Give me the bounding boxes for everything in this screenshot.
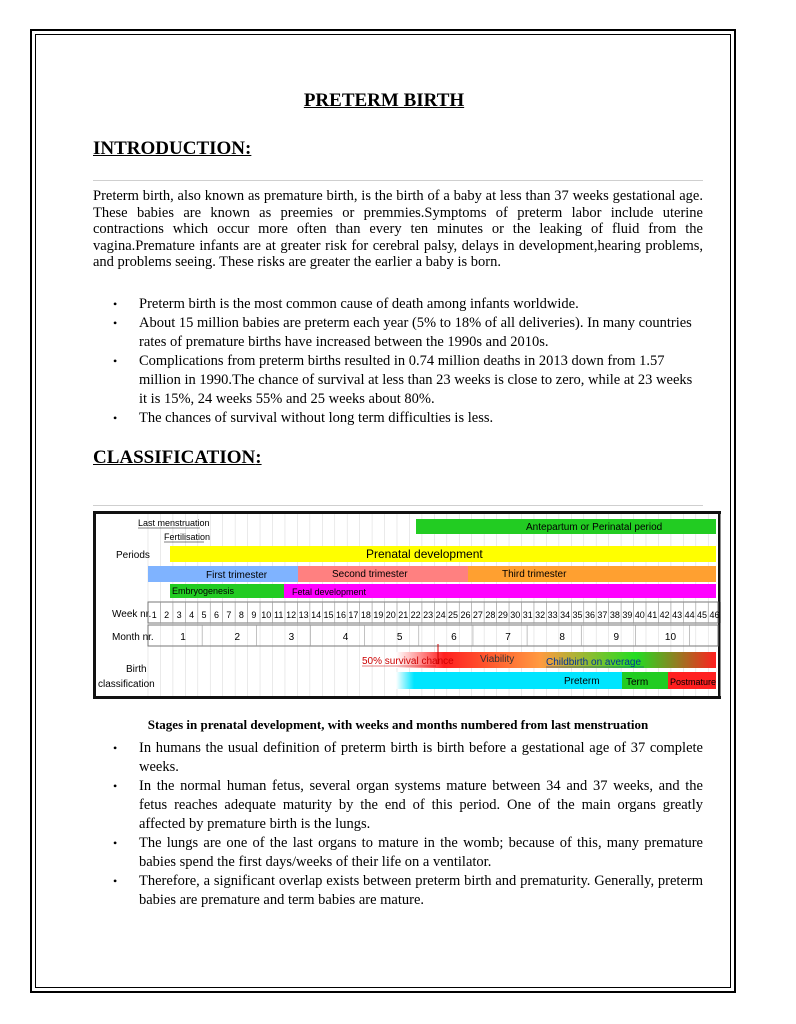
- childbirth-on-average-label: Childbirth on average: [546, 657, 642, 668]
- week-number: 17: [348, 610, 359, 620]
- last-menstruation-label: Last menstruation: [138, 518, 210, 528]
- week-number: 23: [423, 610, 434, 620]
- week-number: 41: [647, 610, 658, 620]
- month-number: 5: [396, 632, 403, 643]
- week-number: 24: [435, 610, 446, 620]
- week-number: 19: [373, 610, 384, 620]
- embryogenesis-label: Embryogenesis: [172, 586, 235, 596]
- week-number: 27: [472, 610, 483, 620]
- list-item-text: About 15 million babies are preterm each year (5% to 18% of all deliveries). In many countries rates of premature births have increased between the 1990s and 2010s.: [139, 315, 692, 350]
- list-item: • The chances of survival without long term difficulties is less.: [113, 410, 494, 426]
- week-number: 28: [485, 610, 496, 620]
- list-item-text: Complications from preterm births resulted in 0.74 million deaths in 2013 down from 1.57 million in 1990.The chance of survival at less than 23 weeks is close to zero, while at 23 weeks it is 15%, 24 weeks 55% and 25 weeks about 80%.: [139, 353, 693, 407]
- periods-label: Periods: [116, 550, 150, 561]
- week-number: 30: [510, 610, 521, 620]
- month-number: 9: [613, 632, 620, 643]
- list-item: • In the normal human fetus, several organ systems mature between 34 and 37 weeks, and the fetus reaches adequate maturity by the end of this period. One of the main organs greatly affected by premature birth is the lungs.: [113, 778, 703, 832]
- week-number: 1: [151, 610, 157, 620]
- week-number: 3: [176, 610, 182, 620]
- document-title: PRETERM BIRTH: [303, 90, 465, 111]
- week-number: 31: [522, 610, 533, 620]
- list-item: • Preterm birth is the most common cause of death among infants worldwide.: [113, 296, 579, 312]
- week-number: 10: [261, 610, 272, 620]
- week-number: 2: [164, 610, 170, 620]
- classification-heading: [93, 447, 262, 469]
- viability-label: Viability: [480, 654, 515, 665]
- antepartum-label: Antepartum or Perinatal period: [526, 522, 663, 533]
- week-nr-label: Week nr.: [112, 609, 152, 620]
- week-number: 26: [460, 610, 471, 620]
- introduction-bullet-list: [93, 295, 703, 428]
- week-number: 43: [672, 610, 683, 620]
- month-number: 6: [451, 632, 457, 643]
- second-trimester-label: Second trimester: [332, 569, 408, 580]
- list-item: • Complications from preterm births resulted in 0.74 million deaths in 2013 down from 1.57 million in 1990.The chance of survival at less than 23 weeks is close to zero, while at 23 weeks it is 15%, 24 weeks 55% and 25 weeks about 80%.: [113, 353, 693, 407]
- month-number: 10: [664, 632, 677, 643]
- term-label: Term: [626, 677, 649, 688]
- month-nr-label: Month nr.: [112, 632, 154, 643]
- week-number: 5: [201, 610, 207, 620]
- birth-label: Birth: [126, 664, 147, 675]
- fetal-development-label: Fetal development: [292, 587, 367, 597]
- week-number: 22: [410, 610, 421, 620]
- week-number: 25: [448, 610, 459, 620]
- preterm-label: Preterm: [564, 676, 600, 687]
- classification-heading-colon: :: [255, 447, 262, 468]
- survival-chance-label: 50% survival chance: [362, 656, 454, 667]
- week-number: 7: [226, 610, 232, 620]
- first-trimester-label: First trimester: [206, 570, 268, 581]
- week-number: 20: [385, 610, 396, 620]
- week-number: 38: [609, 610, 620, 620]
- prenatal-label: Prenatal development: [366, 547, 483, 561]
- list-item: • About 15 million babies are preterm each year (5% to 18% of all deliveries). In many countries rates of premature births have increased between the 1990s and 2010s.: [113, 315, 692, 350]
- fertilisation-label: Fertilisation: [164, 532, 211, 542]
- introduction-heading: INTRODUCTION:: [93, 138, 252, 159]
- list-item: • In humans the usual definition of preterm birth is birth before a gestational age of 37 complete weeks.: [113, 740, 703, 775]
- month-number: 1: [180, 632, 186, 643]
- week-number: 46: [709, 610, 720, 620]
- week-number: 21: [398, 610, 409, 620]
- list-item: • Therefore, a significant overlap exists between preterm birth and prematurity. Generally, preterm babies are premature and term babies are mature.: [113, 873, 703, 908]
- third-trimester-label: Third trimester: [502, 569, 567, 580]
- month-number: 8: [559, 632, 565, 643]
- week-number: 45: [697, 610, 708, 620]
- week-number: 15: [323, 610, 334, 620]
- figure-caption: Stages in prenatal development, with weeks and months numbered from last menstruation: [147, 717, 649, 732]
- list-item: • The lungs are one of the last organs to mature in the womb; because of this, many premature babies spend the first days/weeks of their life on a ventilator.: [113, 835, 703, 870]
- month-number: 3: [288, 632, 295, 643]
- week-number: 29: [497, 610, 508, 620]
- list-item-text: The chances of survival without long term difficulties is less.: [139, 410, 494, 426]
- week-number: 42: [659, 610, 670, 620]
- week-number: 35: [572, 610, 583, 620]
- week-number: 13: [298, 610, 309, 620]
- week-number: 37: [597, 610, 608, 620]
- list-item-text: The lungs are one of the last organs to mature in the womb; because of this, many premature babies spend the first days/weeks of their life on a ventilator.: [139, 835, 703, 870]
- classification-bullet-list: [93, 739, 703, 910]
- week-number: 12: [286, 610, 297, 620]
- month-number: 4: [342, 632, 349, 643]
- week-number: 40: [634, 610, 645, 620]
- week-number: 16: [335, 610, 346, 620]
- week-number: 11: [274, 610, 284, 620]
- list-item-text: Preterm birth is the most common cause of death among infants worldwide.: [139, 296, 579, 312]
- week-number: 8: [238, 610, 244, 620]
- week-number: 39: [622, 610, 633, 620]
- week-number: 14: [311, 610, 322, 620]
- list-item-text: Therefore, a significant overlap exists between preterm birth and prematurity. Generally, preterm babies are premature and term babies are mature.: [139, 873, 703, 908]
- week-number: 33: [547, 610, 558, 620]
- birth-classification-label: classification: [98, 679, 155, 690]
- list-item-text: In humans the usual definition of preterm birth is birth before a gestational age of 37 complete weeks.: [139, 740, 703, 775]
- prenatal-development-svg: [96, 514, 718, 696]
- postmature-label: Postmature: [670, 677, 717, 687]
- week-number: 36: [584, 610, 595, 620]
- list-item-text: In the normal human fetus, several organ systems mature between 34 and 37 weeks, and the fetus reaches adequate maturity by the end of this period. One of the main organs greatly affected by premature birth is the lungs.: [139, 778, 703, 832]
- introduction-rule: [93, 180, 703, 181]
- week-number: 6: [213, 610, 219, 620]
- week-number: 4: [189, 610, 195, 620]
- week-number: 18: [360, 610, 371, 620]
- month-number: 2: [234, 632, 241, 643]
- classification-rule: [93, 505, 703, 506]
- prenatal-development-figure: [93, 511, 721, 699]
- week-number: 34: [560, 610, 571, 620]
- classification-heading-text: CLASSIFICATION: [93, 447, 256, 468]
- week-number: 32: [535, 610, 546, 620]
- week-number: 9: [251, 610, 257, 620]
- month-number: 7: [505, 632, 511, 643]
- introduction-paragraph: Preterm birth, also known as premature birth, is the birth of a baby at less than 37 weeks gestational age. These babies are known as preemies or premmies.Symptoms of preterm labor include uterine contractions which occur more often than every ten minutes or the leaking of fluid from the vagina.Premature infants are at greater risk for cerebral palsy, delays in development,hearing problems, and problems seeing. These risks are greater the earlier a baby is born.: [93, 188, 703, 270]
- week-number: 44: [684, 610, 695, 620]
